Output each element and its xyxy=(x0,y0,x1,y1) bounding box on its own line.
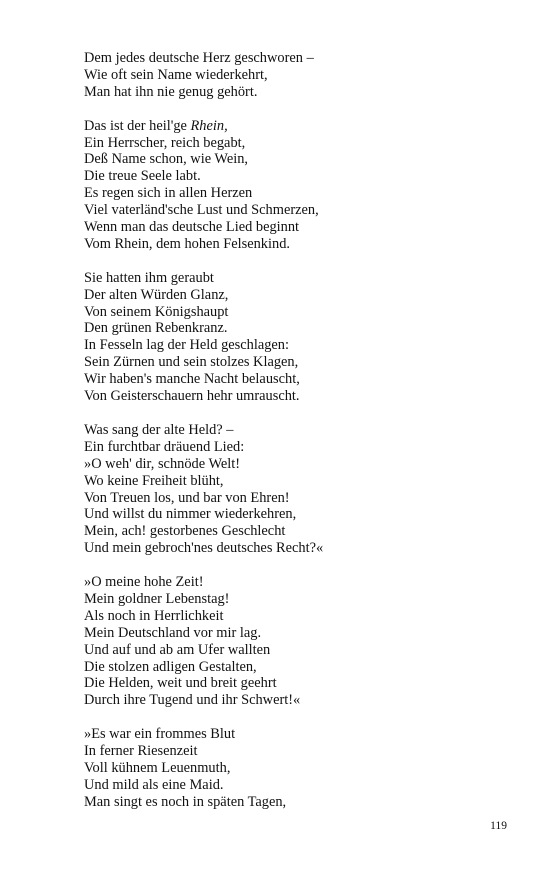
verse-line-text: Das ist der heil'ge xyxy=(84,117,191,134)
poem-text xyxy=(84,50,514,828)
verse-line: Voll kühnem Leuenmuth, xyxy=(84,759,231,776)
verse-line: Sein Zürnen und sein stolzes Klagen, xyxy=(84,354,299,371)
verse-line: In Fesseln lag der Held geschlagen: xyxy=(84,337,290,354)
verse-line: Und mein gebroch'nes deutsches Recht?« xyxy=(84,540,324,557)
verse-line: »Es war ein frommes Blut xyxy=(84,726,236,743)
stanza-2 xyxy=(84,118,514,253)
verse-line: Mein goldner Lebenstag! xyxy=(84,590,230,607)
verse-line: Die treue Seele labt. xyxy=(84,168,201,185)
verse-line: Sie hatten ihm geraubt xyxy=(84,269,214,286)
verse-line: Mein, ach! gestorbenes Geschlecht xyxy=(84,523,286,540)
verse-line: Ein furchtbar dräuend Lied: xyxy=(84,438,245,455)
verse-line: Und willst du nimmer wiederkehren, xyxy=(84,506,297,523)
verse-line: Wo keine Freiheit blüht, xyxy=(84,472,224,489)
verse-line: Und auf und ab am Ufer wallten xyxy=(84,641,271,658)
italic-word: Rhein, xyxy=(190,117,228,134)
verse-line: Die stolzen adligen Gestalten, xyxy=(84,658,257,675)
stanza-6 xyxy=(84,726,514,811)
verse-line: Wie oft sein Name wiederkehrt, xyxy=(84,66,268,83)
verse-line: Mein Deutschland vor mir lag. xyxy=(84,624,262,641)
stanza-3 xyxy=(84,270,514,405)
verse-line: »O meine hohe Zeit! xyxy=(84,574,204,591)
page-number: 119 xyxy=(490,820,507,832)
verse-line: Der alten Würden Glanz, xyxy=(84,286,229,303)
stanza-4 xyxy=(84,422,514,557)
verse-line xyxy=(84,118,514,135)
verse-line: Wir haben's manche Nacht belauscht, xyxy=(84,371,300,388)
verse-line: Man hat ihn nie genug gehört. xyxy=(84,83,258,100)
verse-line: Die Helden, weit und breit geehrt xyxy=(84,675,277,692)
verse-line: Von Treuen los, und bar von Ehren! xyxy=(84,489,290,506)
verse-line: Wenn man das deutsche Lied beginnt xyxy=(84,219,300,236)
verse-line: Vom Rhein, dem hohen Felsenkind. xyxy=(84,235,290,252)
verse-line: »O weh' dir, schnöde Welt! xyxy=(84,455,241,472)
verse-line: Und mild als eine Maid. xyxy=(84,776,224,793)
verse-line: Den grünen Rebenkranz. xyxy=(84,320,228,337)
stanza-5 xyxy=(84,574,514,709)
stanza-1 xyxy=(84,50,514,101)
verse-line: In ferner Riesenzeit xyxy=(84,743,198,760)
verse-line: Man singt es noch in späten Tagen, xyxy=(84,793,287,810)
verse-line: Von seinem Königshaupt xyxy=(84,303,229,320)
verse-line: Deß Name schon, wie Wein, xyxy=(84,151,249,168)
verse-line: Viel vaterländ'sche Lust und Schmerzen, xyxy=(84,202,319,219)
verse-line: Dem jedes deutsche Herz geschworen – xyxy=(84,50,314,66)
verse-line: Als noch in Herrlichkeit xyxy=(84,607,224,624)
verse-line: Ein Herrscher, reich begabt, xyxy=(84,134,246,151)
verse-line: Es regen sich in allen Herzen xyxy=(84,185,253,202)
verse-line: Durch ihre Tugend und ihr Schwert!« xyxy=(84,692,301,709)
verse-line: Von Geisterschauern hehr umrauscht. xyxy=(84,388,300,405)
verse-line: Was sang der alte Held? – xyxy=(84,421,234,438)
